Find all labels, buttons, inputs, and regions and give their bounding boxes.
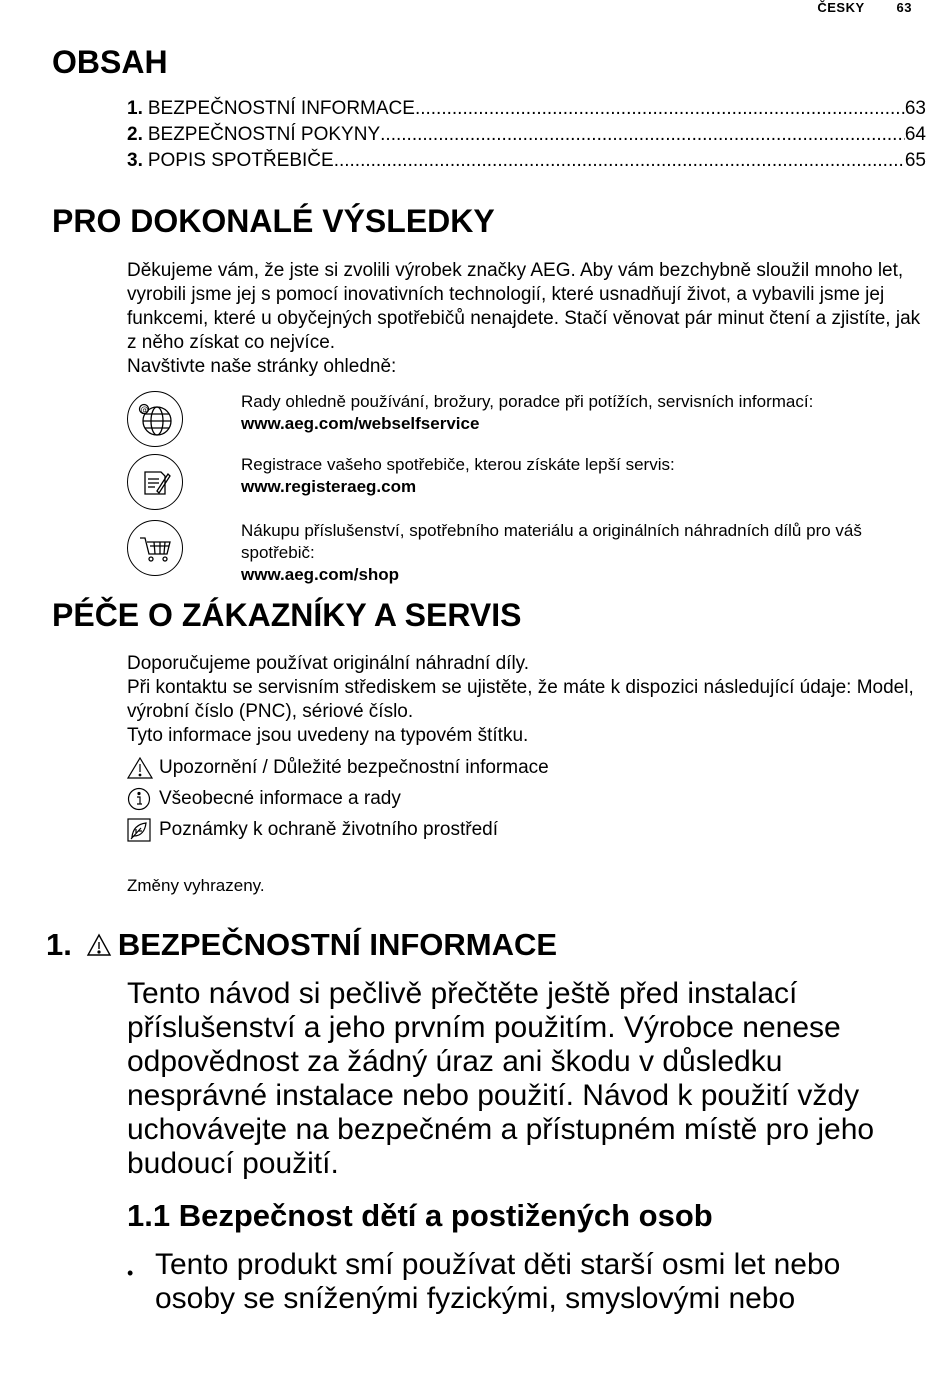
legend-warning	[127, 756, 549, 780]
results-intro	[127, 259, 927, 379]
care-title: PÉČE O ZÁKAZNÍKY A SERVIS	[52, 597, 522, 633]
legend-warning-text: Upozornění / Důležité bezpečnostní informace	[159, 757, 549, 778]
link-url[interactable]: www.aeg.com/shop	[241, 565, 400, 584]
toc-item-number: 3.	[127, 150, 143, 171]
link-url[interactable]: www.aeg.com/webselfservice	[241, 414, 480, 433]
safety-section-heading	[46, 927, 557, 963]
safety-warning-icon	[86, 933, 112, 957]
info-icon	[127, 787, 153, 811]
legend-environment	[127, 818, 498, 842]
toc-item[interactable]	[127, 96, 926, 122]
globe-icon	[127, 391, 183, 447]
results-intro-text: Děkujeme vám, že jste si zvolili výrobek značky AEG. Aby vám bezchybně sloužil mnoho let, vyrobili jsme jej s pomocí inovativních technologií, které usnadňují život, a vybavili jsme jej funkcemi, které u obyčejných spotřebičů nenajdete. Stačí věnovat pár minut čtení a zjistíte, jak z něho získat co nejvíce.	[127, 260, 921, 353]
toc-item-label: BEZPEČNOSTNÍ POKYNY	[147, 124, 381, 145]
legend-environment-text: Poznámky k ochraně životního prostředí	[159, 819, 499, 840]
svg-text:@: @	[140, 405, 149, 414]
safety-section-title: BEZPEČNOSTNÍ INFORMACE	[117, 927, 558, 962]
care-line-3: Tyto informace jsou uvedeny na typovém štítku.	[127, 725, 529, 746]
leaf-icon	[127, 818, 153, 842]
link-description: Nákupu příslušenství, spotřebního materiálu a originálních náhradních dílů pro váš spotřebič:	[241, 521, 862, 562]
registration-icon	[127, 454, 183, 510]
toc-leader-dots	[380, 122, 905, 148]
link-url[interactable]: www.registeraeg.com	[241, 477, 417, 496]
toc-item-number: 2.	[127, 124, 143, 145]
results-visit-text: Navštivte naše stránky ohledně:	[127, 356, 397, 377]
toc-item-page: 64	[904, 124, 926, 145]
care-line-2: Při kontaktu se servisním střediskem se ujistěte, že máte k dispozici následující údaje: Model, výrobní číslo (PNC), sériové číslo.	[127, 677, 914, 722]
results-title: PRO DOKONALÉ VÝSLEDKY	[52, 203, 495, 239]
safety-subtitle: 1.1 Bezpečnost dětí a postižených osob	[127, 1198, 713, 1233]
shopping-cart-icon	[127, 520, 183, 576]
toc-leader-dots	[334, 148, 905, 174]
toc-title: OBSAH	[52, 44, 168, 80]
toc-item-page: 63	[904, 98, 926, 119]
toc-item-number: 1.	[127, 98, 143, 119]
care-text	[127, 652, 927, 748]
page-header	[789, 0, 912, 15]
link-description: Rady ohledně používání, brožury, poradce při potížích, servisních informací:	[241, 392, 814, 411]
care-line-1: Doporučujeme používat originální náhradní díly.	[127, 653, 530, 674]
header-language: ČESKY	[817, 0, 865, 15]
changes-note: Změny vyhrazeny.	[127, 876, 265, 895]
toc-item[interactable]	[127, 148, 926, 174]
header-page-number: 63	[896, 0, 912, 15]
toc-leader-dots	[415, 96, 905, 122]
toc-item-label: BEZPEČNOSTNÍ INFORMACE	[147, 98, 415, 119]
bullet-dot: •	[127, 1263, 134, 1283]
legend-info	[127, 787, 401, 811]
toc-item-page: 65	[904, 150, 926, 171]
safety-intro	[127, 977, 927, 1181]
link-description: Registrace vašeho spotřebiče, kterou získáte lepší servis:	[241, 455, 675, 474]
bullet-text: Tento produkt smí používat děti starší osmi let nebo osoby se sníženými fyzickými, smyslovými nebo	[155, 1248, 841, 1315]
bullet-item	[127, 1248, 927, 1316]
toc-item-label: POPIS SPOTŘEBIČE	[147, 150, 334, 171]
table-of-contents	[127, 96, 926, 174]
warning-icon	[127, 756, 153, 780]
safety-section-number: 1.	[46, 927, 72, 962]
legend-info-text: Všeobecné informace a rady	[159, 788, 401, 809]
safety-intro-text: Tento návod si pečlivě přečtěte ještě před instalací příslušenství a jeho prvním použitím. Výrobce nenese odpovědnost za žádný úraz ani škodu v důsledku nesprávné instalace nebo použití. Návod k použití vždy uchovávejte na bezpečném a přístupném místě pro jeho budoucí použití.	[127, 977, 875, 1180]
toc-item[interactable]	[127, 122, 926, 148]
